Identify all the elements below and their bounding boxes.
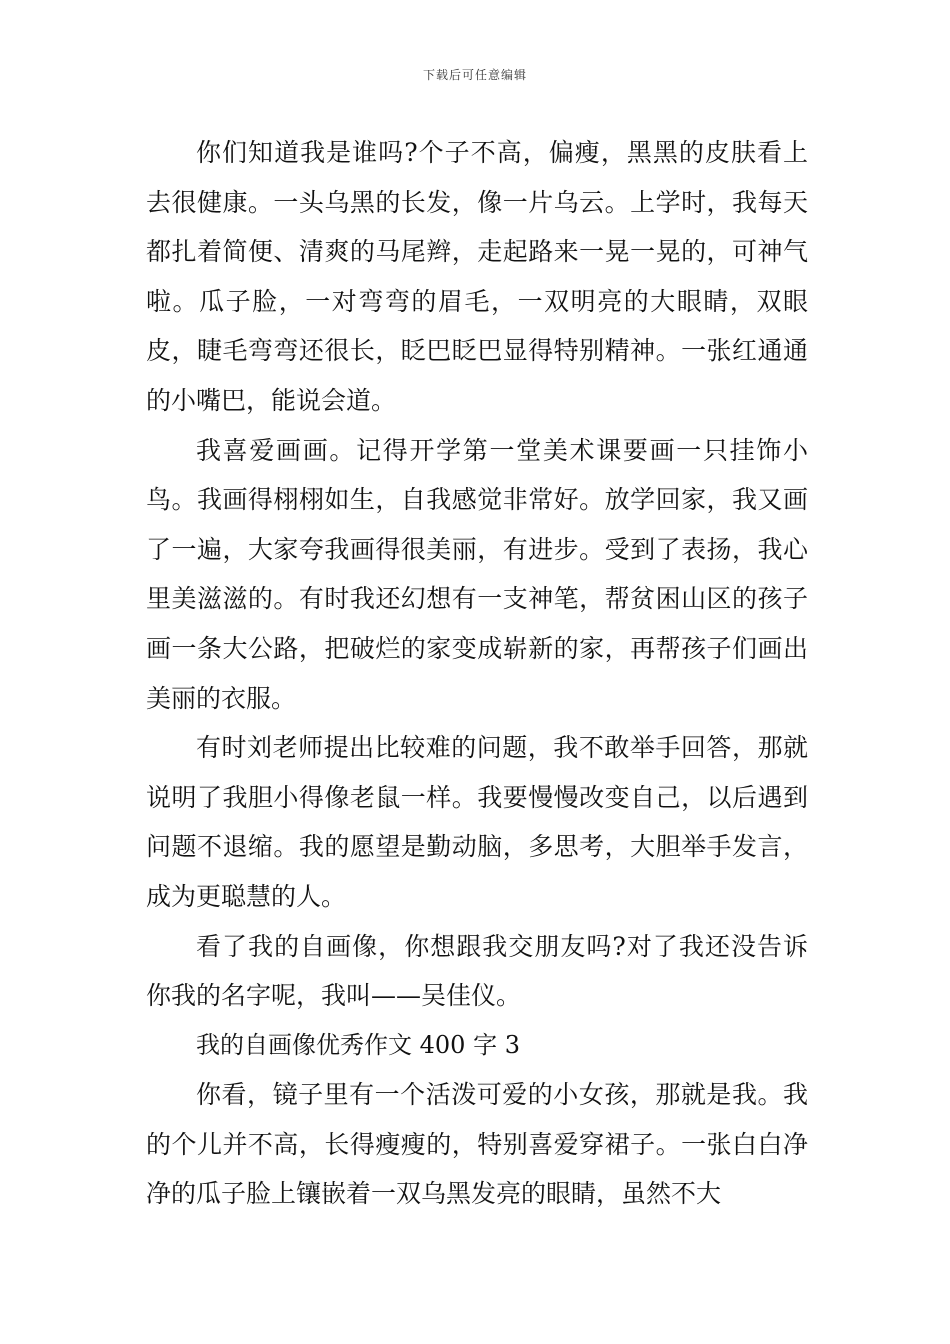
paragraph-shyness: 有时刘老师提出比较难的问题，我不敢举手回答，那就说明了我胆小得像老鼠一样。我要慢慢改变自己，以后遇到问题不退缩。我的愿望是勤动脑，多思考，大胆举手发言，成为更聪慧的人。 <box>146 733 808 911</box>
paragraph-mirror: 你看，镜子里有一个活泼可爱的小女孩，那就是我。我的个儿并不高，长得瘦瘦的，特别喜爱穿裙子。一张白白净净的瓜子脸上镶嵌着一双乌黑发亮的眼睛，虽然不大 <box>146 1080 808 1209</box>
paragraph-name: 看了我的自画像，你想跟我交朋友吗?对了我还没告诉你我的名字呢，我叫——吴佳仪。 <box>146 931 808 1011</box>
essay-heading: 我的自画像优秀作文 400 字 3 <box>196 1030 520 1059</box>
paragraph-drawing: 我喜爱画画。记得开学第一堂美术课要画一只挂饰小鸟。我画得栩栩如生，自我感觉非常好。放学回家，我又画了一遍，大家夸我画得很美丽，有进步。受到了表扬，我心里美滋滋的。有时我还幻想有一支神笔，帮贫困山区的孩子画一条大公路，把破烂的家变成崭新的家，再帮孩子们画出美丽的衣服。 <box>146 435 808 713</box>
paragraph-appearance: 你们知道我是谁吗?个子不高，偏瘦，黑黑的皮肤看上去很健康。一头乌黑的长发，像一片乌云。上学时，我每天都扎着简便、清爽的马尾辫，走起路来一晃一晃的，可神气啦。瓜子脸，一对弯弯的眉毛，一双明亮的大眼睛，双眼皮，睫毛弯弯还很长，眨巴眨巴显得特别精神。一张红通通的小嘴巴，能说会道。 <box>146 138 808 415</box>
page-header-note: 下载后可任意编辑 <box>422 68 527 82</box>
essay-body <box>146 128 808 1219</box>
